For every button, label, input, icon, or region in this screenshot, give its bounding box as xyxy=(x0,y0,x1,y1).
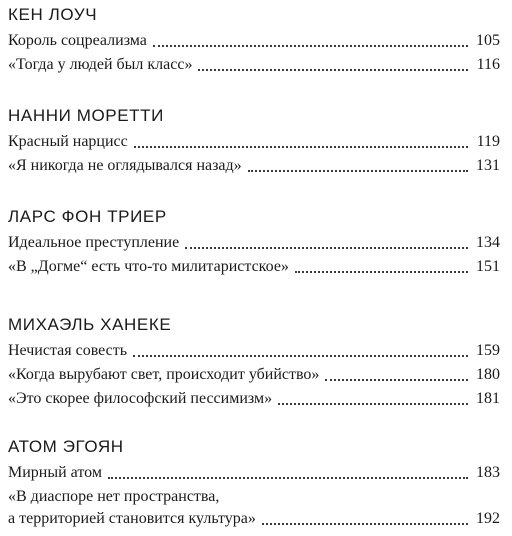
toc-entry xyxy=(8,364,500,386)
page-number: 181 xyxy=(476,390,500,407)
page-number: 180 xyxy=(476,366,500,383)
section-heading: КЕН ЛОУЧ xyxy=(8,5,98,24)
toc-entry xyxy=(8,232,500,254)
section-heading: АТОМ ЭГОЯН xyxy=(8,437,124,456)
toc-entry xyxy=(8,388,500,410)
entry-title: «Тогда у людей был класс» xyxy=(8,56,193,73)
toc-entry xyxy=(8,340,500,362)
section-heading: НАННИ МОРЕТТИ xyxy=(8,106,164,125)
entry-title: Нечистая совесть xyxy=(8,342,128,359)
dot-leader xyxy=(153,45,468,47)
dot-leader xyxy=(134,146,468,148)
toc-entry xyxy=(8,155,500,177)
dot-leader xyxy=(262,523,468,525)
entry-title: Король соцреализма xyxy=(8,32,147,49)
dot-leader xyxy=(198,69,468,71)
section-heading: ЛАРС ФОН ТРИЕР xyxy=(8,207,167,226)
toc-entry xyxy=(8,54,500,76)
entry-title: «Это скорее философский пессимизм» xyxy=(8,390,273,407)
section-heading: МИХАЭЛЬ ХАНЕКЕ xyxy=(8,315,172,334)
entry-title: Красный нарцисс xyxy=(8,133,128,150)
toc-entry xyxy=(8,30,500,52)
toc-entry xyxy=(8,486,500,530)
entry-title-line: а территорией становится культура» xyxy=(8,510,256,527)
entry-title: «Я никогда не оглядывался назад» xyxy=(8,157,242,174)
entry-title: Идеальное преступление xyxy=(8,234,180,251)
page-number: 192 xyxy=(476,510,500,527)
page-number: 183 xyxy=(476,464,500,481)
page-number: 159 xyxy=(476,342,500,359)
dot-leader xyxy=(325,379,468,381)
toc-section-ken-loach xyxy=(8,4,500,76)
entry-title: «В „Догме“ есть что-то милитаристское» xyxy=(8,258,289,275)
entry-title-line: «В диаспоре нет пространства, xyxy=(8,488,220,505)
page-number: 151 xyxy=(476,258,500,275)
dot-leader xyxy=(278,403,468,405)
page-number: 119 xyxy=(476,133,500,150)
entry-title: «Когда вырубают свет, происходит убийство» xyxy=(8,366,320,383)
dot-leader xyxy=(295,271,468,273)
dot-leader xyxy=(185,247,468,249)
page-number: 131 xyxy=(476,157,500,174)
dot-leader xyxy=(108,477,468,479)
page-number: 105 xyxy=(476,32,500,49)
toc-section-atom-egoyan xyxy=(8,436,500,530)
dot-leader xyxy=(133,355,468,357)
entry-title: Мирный атом xyxy=(8,464,102,481)
toc-entry xyxy=(8,462,500,484)
entry-title xyxy=(8,486,256,530)
page-number: 134 xyxy=(476,234,500,251)
toc-section-lars-von-trier xyxy=(8,206,500,278)
toc-section-nanni-moretti xyxy=(8,105,500,177)
toc-entry xyxy=(8,131,500,153)
toc-section-michael-haneke xyxy=(8,314,500,410)
toc-entry xyxy=(8,256,500,278)
dot-leader xyxy=(248,170,468,172)
page-number: 116 xyxy=(476,56,500,73)
